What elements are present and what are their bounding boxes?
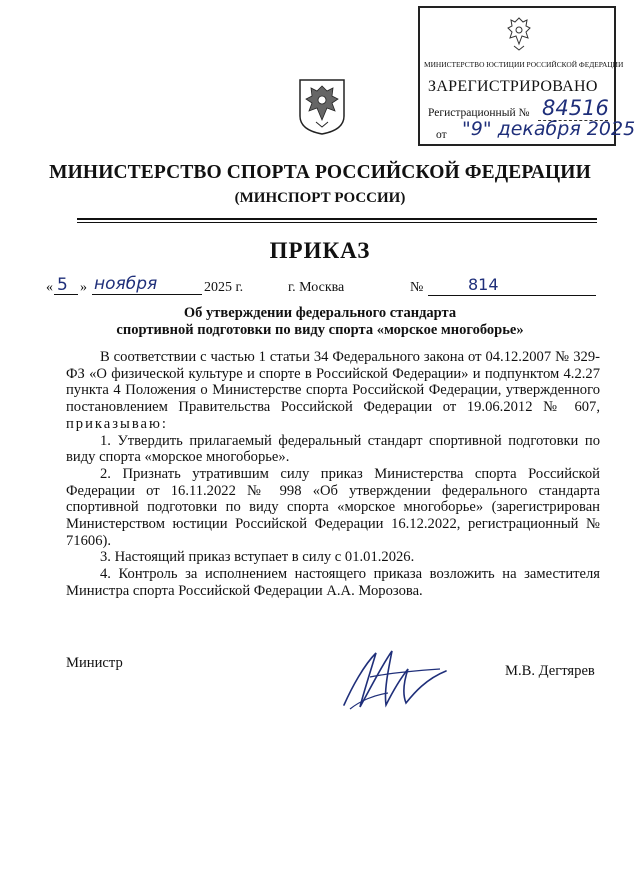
order-item-1: 1. Утвердить прилагаемый федеральный стандарт спортивной подготовки по виду спорта «морское многоборье». xyxy=(66,432,600,466)
order-item-4: 4. Контроль за исполнением настоящего приказа возложить на заместителя Министра спорта Российской Федерации А.А. Морозова. xyxy=(66,566,600,599)
ministry-title: МИНИСТЕРСТВО СПОРТА РОССИЙСКОЙ ФЕДЕРАЦИИ xyxy=(49,162,591,183)
stamp-emblem-icon xyxy=(504,14,534,54)
ministry-short-name: (МИНСПОРТ РОССИИ) xyxy=(234,190,406,206)
signatory-name: М.В. Дегтярев xyxy=(505,663,595,679)
stamp-reg-number: 84516 xyxy=(542,96,609,120)
preamble-text: В соответствии с частью 1 статьи 34 Федерального закона от 04.12.2007 № 329-ФЗ «О физической культуре и спорте в Российской Федерации» и подпунктом 4.2.27 пункта 4 Положения о Министерстве спорта Российской Федерации, утвержденного постановлением Правительства Российской Федерации от 19.06.2012 № 607, xyxy=(66,349,600,416)
header-rule xyxy=(77,218,597,220)
order-word: приказываю: xyxy=(66,415,168,432)
signatory-title: Министр xyxy=(66,655,123,671)
stamp-ministry-name: МИНИСТЕРСТВО ЮСТИЦИИ РОССИЙСКОЙ ФЕДЕРАЦИИ xyxy=(424,60,624,69)
header-rule-thin xyxy=(77,222,597,223)
registration-stamp xyxy=(418,6,636,146)
quote-open: « xyxy=(46,280,53,295)
number-sign: № xyxy=(410,280,424,295)
coat-of-arms-icon xyxy=(297,78,347,136)
quote-close: » xyxy=(80,280,87,295)
month-underline xyxy=(92,294,202,295)
order-item-3: 3. Настоящий приказ вступает в силу с 01.01.2026. xyxy=(100,549,415,566)
stamp-status: ЗАРЕГИСТРИРОВАНО xyxy=(428,78,598,95)
order-month: ноября xyxy=(94,274,158,294)
document-type: ПРИКАЗ xyxy=(269,238,371,263)
stamp-date-prefix: от xyxy=(436,129,447,141)
day-underline xyxy=(54,294,78,295)
stamp-reg-label: Регистрационный № xyxy=(428,107,530,119)
preamble-paragraph xyxy=(66,349,600,433)
order-year: 2025 г. xyxy=(204,280,244,295)
subject-line-1: Об утверждении федерального стандарта xyxy=(183,305,457,321)
handwritten-signature-icon xyxy=(330,635,460,715)
order-item-2: 2. Признать утратившим силу приказ Министерства спорта Российской Федерации от 16.11.2022 № 998 «Об утверждении федерального стандарта спортивной подготовки по виду спорта «морское многоборье» (зарегистрирован Министерством юстиции Российской Федерации 16.12.2022, регистрационный № 71606). xyxy=(66,465,600,549)
order-number: 814 xyxy=(468,275,499,294)
order-day: 5 xyxy=(57,275,68,295)
order-city: г. Москва xyxy=(288,280,345,295)
number-underline xyxy=(428,295,596,296)
order-body xyxy=(66,349,600,600)
stamp-date: "9" декабря 2025 xyxy=(462,118,636,140)
subject-line-2: спортивной подготовки по виду спорта «морское многоборье» xyxy=(116,322,524,338)
